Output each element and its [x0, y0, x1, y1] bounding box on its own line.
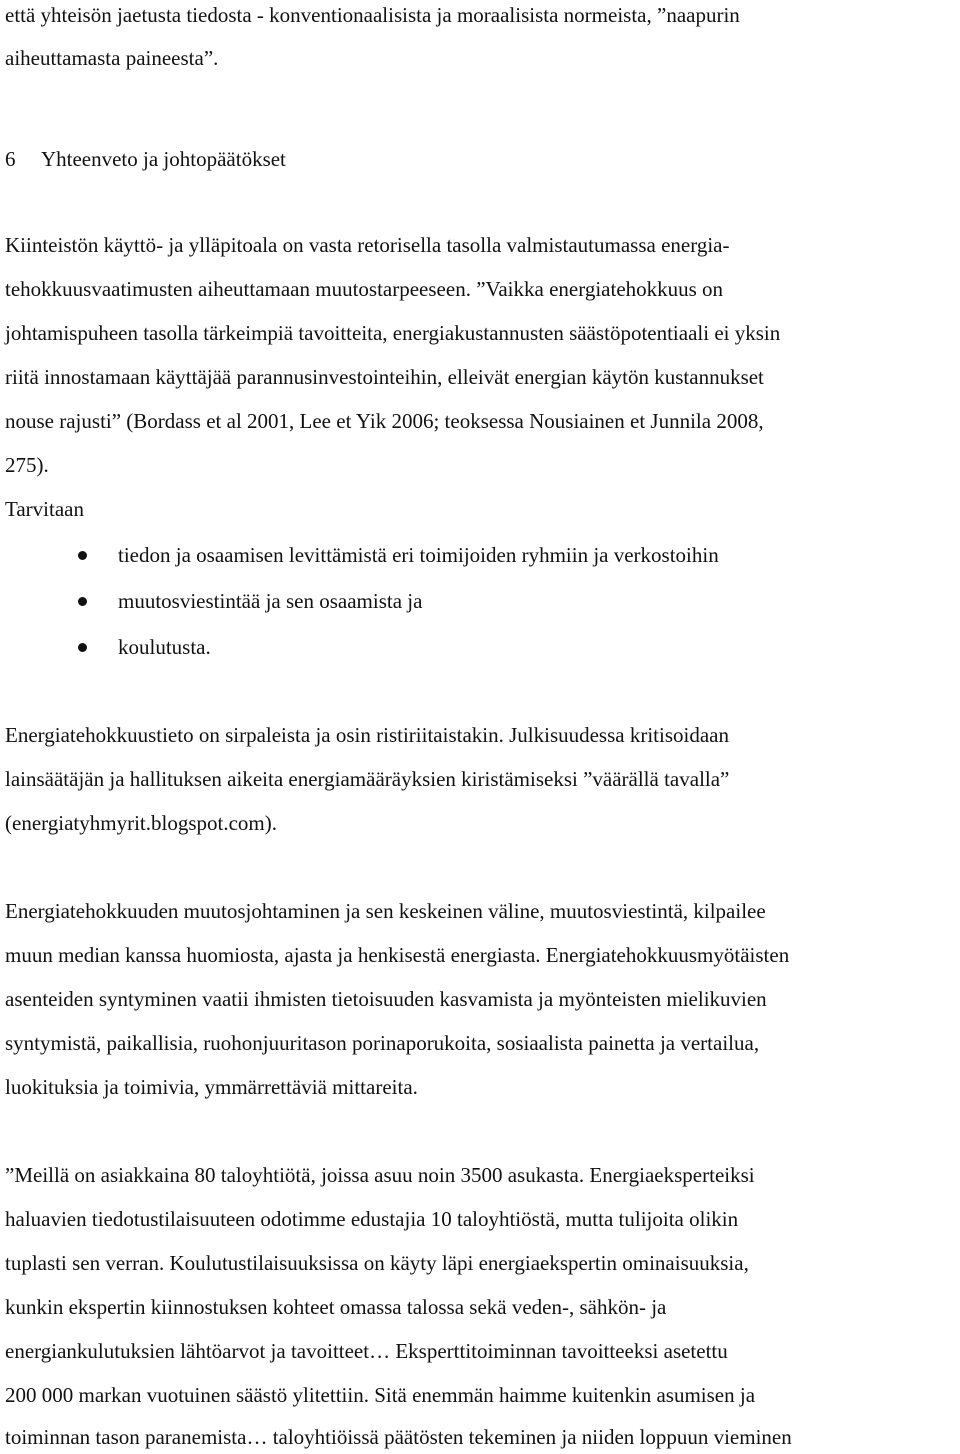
- list-item-text: koulutusta.: [118, 635, 211, 659]
- bullet-icon: [78, 643, 87, 652]
- list-item-text: tiedon ja osaamisen levittämistä eri toimijoiden ryhmiin ja verkostoihin: [118, 543, 719, 567]
- bullet-icon: [78, 597, 87, 606]
- paragraph-4-line-6: 200 000 markan vuotuinen säästö ylitettiin. Sitä enemmän haimme kuitenkin asumisen ja: [5, 1383, 756, 1407]
- intro-line-1: että yhteisön jaetusta tiedosta - konventionaalisista ja moraalisista normeista, ”naapurin: [5, 3, 740, 27]
- paragraph-1-line-5: nouse rajusti” (Bordass et al 2001, Lee et Yik 2006; teoksessa Nousiainen et Junnila 2008,: [5, 409, 764, 433]
- paragraph-4-line-2: haluavien tiedotustilaisuuteen odotimme edustajia 10 taloyhtiöstä, mutta tulijoita olikin: [5, 1207, 739, 1231]
- paragraph-4-line-5: energiankulutuksien lähtöarvot ja tavoitteet… Eksperttitoiminnan tavoitteeksi asetettu: [5, 1339, 728, 1363]
- paragraph-2-line-3: (energiatyhmyrit.blogspot.com).: [5, 811, 277, 835]
- paragraph-1-line-2: tehokkuusvaatimusten aiheuttamaan muutostarpeeseen. ”Vaikka energiatehokkuus on: [5, 277, 724, 301]
- paragraph-3-line-5: luokituksia ja toimivia, ymmärrettäviä mittareita.: [5, 1075, 418, 1099]
- intro-line-2: aiheuttamasta paineesta”.: [5, 46, 219, 70]
- paragraph-1-line-3: johtamispuheen tasolla tärkeimpiä tavoitteita, energiakustannusten säästöpotentiaali ei yksin: [5, 321, 781, 345]
- paragraph-1-line-6: 275).: [5, 453, 49, 477]
- paragraph-4-line-1: ”Meillä on asiakkaina 80 taloyhtiötä, joissa asuu noin 3500 asukasta. Energiaeksperteiksi: [5, 1163, 755, 1187]
- paragraph-3-line-4: syntymistä, paikallisia, ruohonjuuritason porinaporukoita, sosiaalista painetta ja vertailua,: [5, 1031, 760, 1055]
- bullet-icon: [78, 551, 87, 560]
- list-item-text: muutosviestintää ja sen osaamista ja: [118, 589, 423, 613]
- paragraph-4-line-3: tuplasti sen verran. Koulutustilaisuuksissa on käyty läpi energiaekspertin ominaisuuksia,: [5, 1251, 749, 1275]
- paragraph-3-line-1: Energiatehokkuuden muutosjohtaminen ja sen keskeinen väline, muutosviestintä, kilpailee: [5, 899, 766, 923]
- paragraph-3-line-2: muun median kanssa huomiosta, ajasta ja henkisestä energiasta. Energiatehokkuusmyötäisten: [5, 943, 790, 967]
- paragraph-1-line-4: riitä innostamaan käyttäjää parannusinvestointeihin, elleivät energian käytön kustannukset: [5, 365, 764, 389]
- paragraph-2-line-2: lainsäätäjän ja hallituksen aikeita energiamääräyksien kiristämiseksi ”väärällä tavalla”: [5, 767, 730, 791]
- paragraph-1-line-1: Kiinteistön käyttö- ja ylläpitoala on vasta retorisella tasolla valmistautumassa energia-: [5, 233, 730, 257]
- section-heading: 6 Yhteenveto ja johtopäätökset: [5, 147, 286, 171]
- paragraph-4-line-7: toiminnan tason paranemista… taloyhtiöissä päätösten tekeminen ja niiden loppuun vieminen: [5, 1425, 792, 1449]
- paragraph-4-line-4: kunkin ekspertin kiinnostuksen kohteet omassa talossa sekä veden-, sähkön- ja: [5, 1295, 667, 1319]
- paragraph-3-line-3: asenteiden syntyminen vaatii ihmisten tietoisuuden kasvamista ja myönteisten mielikuvien: [5, 987, 767, 1011]
- list-intro: Tarvitaan: [5, 497, 84, 521]
- paragraph-2-line-1: Energiatehokkuustieto on sirpaleista ja osin ristiriitaistakin. Julkisuudessa kritisoidaan: [5, 723, 729, 747]
